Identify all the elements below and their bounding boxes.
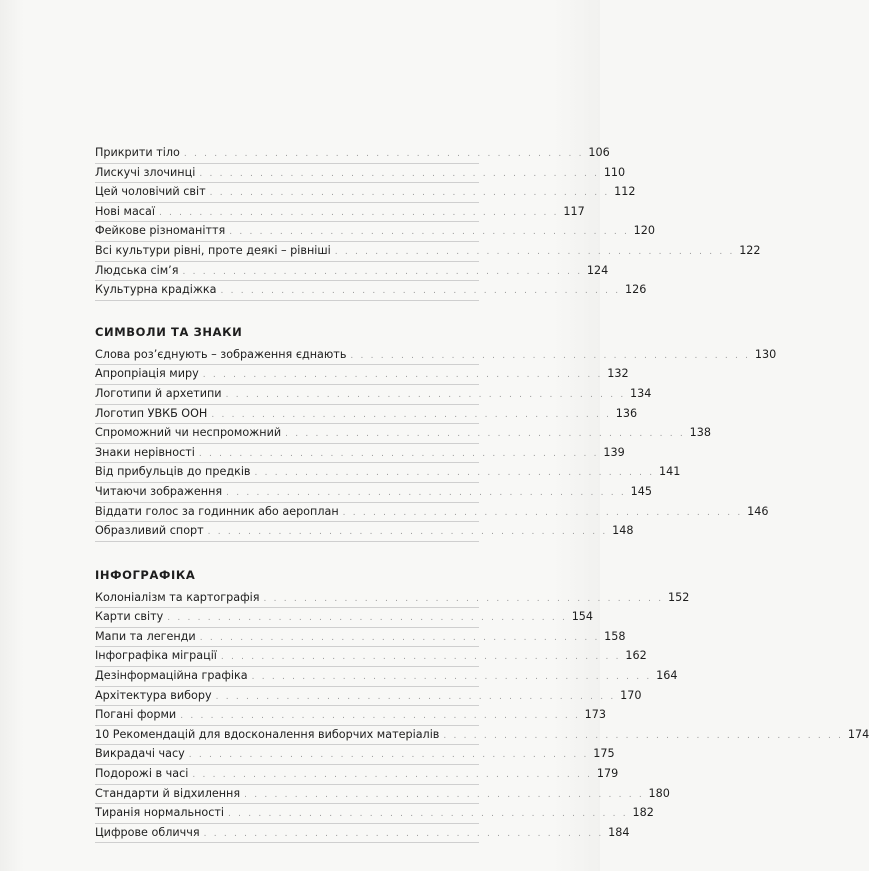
dot-leader: . . . . . . . . . . . . . . . . . . . . . . . . . . . . . . . . . . . . . . . .	[209, 188, 610, 199]
dot-leader: . . . . . . . . . . . . . . . . . . . . . . . . . . . . . . . . . . . . . . . .	[207, 527, 608, 538]
dot-leader: . . . . . . . . . . . . . . . . . . . . . . . . . . . . . . . . . . . . . . . .	[199, 632, 600, 643]
dot-leader: . . . . . . . . . . . . . . . . . . . . . . . . . . . . . . . . . . . . . . . .	[199, 168, 600, 179]
toc-entry[interactable]	[95, 222, 656, 242]
toc-section-continued	[95, 144, 761, 301]
toc-entry[interactable]	[95, 144, 610, 164]
entry-title: Інфографіка міграції	[95, 649, 217, 663]
toc-entry[interactable]	[95, 503, 769, 523]
entry-title: Фейкове різноманіття	[95, 224, 226, 238]
toc-entry[interactable]	[95, 589, 690, 609]
dot-leader: . . . . . . . . . . . . . . . . . . . . . . . . . . . . . . . . . . . . . . . .	[254, 468, 655, 479]
toc-section-infographics	[95, 566, 869, 844]
entry-page-number: 132	[607, 367, 629, 381]
entry-page-number: 106	[588, 146, 610, 159]
entry-title: Апропріація миру	[95, 367, 199, 381]
dot-leader: . . . . . . . . . . . . . . . . . . . . . . . . . . . . . . . . . . . . . . . .	[263, 593, 664, 604]
toc-entry[interactable]	[95, 687, 642, 707]
entry-title: Стандарти й відхилення	[95, 786, 241, 800]
entry-page-number: 152	[667, 590, 690, 604]
entry-title: Людська сім’я	[95, 263, 179, 277]
dot-leader: . . . . . . . . . . . . . . . . . . . . . . . . . . . . . . . . . . . . . . . .	[203, 828, 604, 839]
entry-page-number: 141	[658, 465, 681, 479]
toc-entry[interactable]	[95, 405, 638, 425]
entry-page-number: 173	[584, 708, 607, 722]
toc-entry[interactable]	[95, 706, 607, 726]
dot-leader: . . . . . . . . . . . . . . . . . . . . . . . . . . . . . . . . . . . . . . . .	[202, 370, 603, 381]
entry-page-number: 158	[604, 629, 626, 643]
dot-leader: . . . . . . . . . . . . . . . . . . . . . . . . . . . . . . . . . . . . . . . .	[192, 770, 593, 781]
entry-title: Спроможний чи неспроможний	[95, 426, 282, 440]
entry-title: Архітектура вибору	[95, 688, 212, 702]
toc-entry[interactable]	[95, 522, 634, 542]
dot-leader: . . . . . . . . . . . . . . . . . . . . . . . . . . . . . . . . . . . . . . . .	[215, 691, 616, 702]
entry-title: Образливий спорт	[95, 524, 204, 538]
entry-page-number: 122	[739, 243, 761, 257]
entry-page-number: 110	[603, 165, 626, 179]
dot-leader: . . . . . . . . . . . . . . . . . . . . . . . . . . . . . . . . . . . . . . . .	[244, 789, 644, 800]
toc-entry[interactable]	[95, 262, 609, 282]
toc-entry[interactable]	[95, 765, 619, 785]
entry-page-number: 117	[563, 204, 585, 218]
entry-title: Подорожі в часі	[95, 767, 189, 781]
entry-title: Логотипи й архетипи	[95, 386, 222, 400]
entry-page-number: 134	[630, 386, 652, 400]
entry-title: Колоніалізм та картографія	[95, 590, 260, 604]
dot-leader: . . . . . . . . . . . . . . . . . . . . . . . . . . . . . . . . . . . . . . . .	[188, 750, 589, 761]
toc-entry[interactable]	[95, 385, 652, 405]
entry-title: Нові масаї	[95, 204, 155, 218]
entry-title: Віддати голос за годинник або аероплан	[95, 504, 339, 518]
dot-leader: . . . . . . . . . . . . . . . . . . . . . . . . . . . . . . . . . . . . . . . .	[226, 487, 626, 498]
entry-page-number: 184	[608, 825, 630, 839]
toc-entry[interactable]	[95, 346, 777, 366]
toc-entry[interactable]	[95, 424, 711, 444]
entry-title: Тиранія нормальності	[95, 806, 225, 820]
entry-title: Логотип УВКБ ООН	[95, 406, 208, 420]
entry-title: 10 Рекомендацій для вдосконалення виборчих матеріалів	[95, 727, 440, 741]
entry-title: Всі культури рівні, проте деякі – рівніші	[95, 243, 331, 257]
entry-title: Лискучі злочинці	[95, 165, 196, 179]
entry-page-number: 130	[754, 347, 777, 361]
entry-title: Від прибульців до предків	[95, 465, 251, 479]
entry-page-number: 146	[747, 504, 769, 518]
entry-page-number: 112	[614, 185, 636, 199]
dot-leader: . . . . . . . . . . . . . . . . . . . . . . . . . . . . . . . . . . . . . . . .	[443, 730, 844, 741]
toc-entry[interactable]	[95, 483, 652, 503]
section-heading: СИМВОЛИ ТА ЗНАКИ	[95, 324, 243, 339]
toc-entry[interactable]	[95, 726, 869, 746]
entry-page-number: 148	[612, 524, 634, 538]
section-heading: ІНФОГРАФІКА	[95, 567, 196, 582]
dot-leader: . . . . . . . . . . . . . . . . . . . . . . . . . . . . . . . . . . . . . . . .	[350, 350, 751, 361]
toc-entry[interactable]	[95, 164, 626, 184]
dot-leader: . . . . . . . . . . . . . . . . . . . . . . . . . . . . . . . . . . . . . . . .	[229, 227, 630, 238]
toc-entry[interactable]	[95, 785, 670, 805]
entry-page-number: 164	[656, 669, 678, 683]
toc-entry[interactable]	[95, 183, 636, 203]
toc-entry[interactable]	[95, 667, 678, 687]
dot-leader: . . . . . . . . . . . . . . . . . . . . . . . . . . . . . . . . . . . . . . . .	[198, 448, 599, 459]
toc-entry[interactable]	[95, 281, 647, 301]
table-of-contents	[95, 144, 869, 843]
entry-title: Цифрове обличчя	[95, 825, 200, 839]
entry-page-number: 136	[615, 406, 638, 420]
dot-leader: . . . . . . . . . . . . . . . . . . . . . . . . . . . . . . . . . . . . . . . .	[220, 652, 621, 663]
dot-leader: . . . . . . . . . . . . . . . . . . . . . . . . . . . . . . . . . . . . . . . .	[342, 507, 743, 518]
dot-leader: . . . . . . . . . . . . . . . . . . . . . . . . . . . . . . . . . . . . . . . .	[228, 809, 628, 820]
dot-leader: . . . . . . . . . . . . . . . . . . . . . . . . . . . . . . . . . . . . . . . .	[220, 286, 621, 297]
entry-page-number: 179	[596, 767, 619, 781]
toc-entry[interactable]	[95, 444, 625, 464]
entry-page-number: 120	[633, 224, 656, 238]
entry-title: Прикрити тіло	[95, 146, 180, 159]
entry-page-number: 124	[586, 263, 609, 277]
entry-page-number: 174	[847, 727, 869, 741]
entry-page-number: 139	[603, 445, 625, 459]
toc-entry[interactable]	[95, 824, 630, 844]
entry-page-number: 182	[632, 806, 654, 820]
entry-title: Культурна крадіжка	[95, 283, 217, 297]
entry-page-number: 170	[620, 688, 642, 702]
dot-leader: . . . . . . . . . . . . . . . . . . . . . . . . . . . . . . . . . . . . . . . .	[180, 711, 581, 722]
entry-page-number: 126	[624, 283, 647, 297]
toc-entry[interactable]	[95, 647, 647, 667]
entry-page-number: 154	[571, 610, 594, 624]
entry-title: Погані форми	[95, 708, 177, 722]
dot-leader: . . . . . . . . . . . . . . . . . . . . . . . . . . . . . . . . . . . . . . . .	[158, 207, 559, 218]
dot-leader: . . . . . . . . . . . . . . . . . . . . . . . . . . . . . . . . . . . . . . . .	[225, 389, 626, 400]
toc-entry[interactable]	[95, 608, 594, 628]
entry-title: Дезінформаційна графіка	[95, 669, 248, 683]
toc-section-symbols	[95, 323, 777, 542]
entry-title: Карти світу	[95, 610, 164, 624]
dot-leader: . . . . . . . . . . . . . . . . . . . . . . . . . . . . . . . . . . . . . . . .	[285, 429, 685, 440]
toc-entry[interactable]	[95, 365, 629, 385]
dot-leader: . . . . . . . . . . . . . . . . . . . . . . . . . . . . . . . . . . . . . . . .	[211, 409, 612, 420]
dot-leader: . . . . . . . . . . . . . . . . . . . . . . . . . . . . . . . . . . . . . . . .	[251, 672, 652, 683]
toc-entry[interactable]	[95, 628, 626, 648]
toc-entry[interactable]	[95, 463, 681, 483]
entry-page-number: 180	[648, 786, 670, 800]
entry-page-number: 138	[689, 426, 711, 440]
dot-leader: . . . . . . . . . . . . . . . . . . . . . . . . . . . . . . . . . . . . . . . .	[334, 246, 735, 257]
entry-page-number: 145	[630, 484, 652, 498]
entry-title: Слова роз’єднують – зображення єднають	[95, 347, 347, 361]
entry-page-number: 175	[593, 747, 615, 761]
dot-leader: . . . . . . . . . . . . . . . . . . . . . . . . . . . . . . . . . . . . . . . .	[182, 266, 583, 277]
entry-title: Цей чоловічий світ	[95, 185, 206, 199]
entry-title: Викрадачі часу	[95, 747, 185, 761]
toc-entry[interactable]	[95, 745, 615, 765]
toc-entry[interactable]	[95, 242, 761, 262]
entry-title: Мапи та легенди	[95, 629, 196, 643]
toc-entry[interactable]	[95, 203, 585, 223]
entry-page-number: 162	[625, 649, 647, 663]
toc-entry[interactable]	[95, 804, 654, 824]
entry-title: Знаки нерівності	[95, 445, 195, 459]
dot-leader: . . . . . . . . . . . . . . . . . . . . . . . . . . . . . . . . . . . . . . . .	[167, 613, 568, 624]
dot-leader: . . . . . . . . . . . . . . . . . . . . . . . . . . . . . . . . . . . . . . . .	[183, 149, 584, 159]
entry-title: Читаючи зображення	[95, 484, 223, 498]
